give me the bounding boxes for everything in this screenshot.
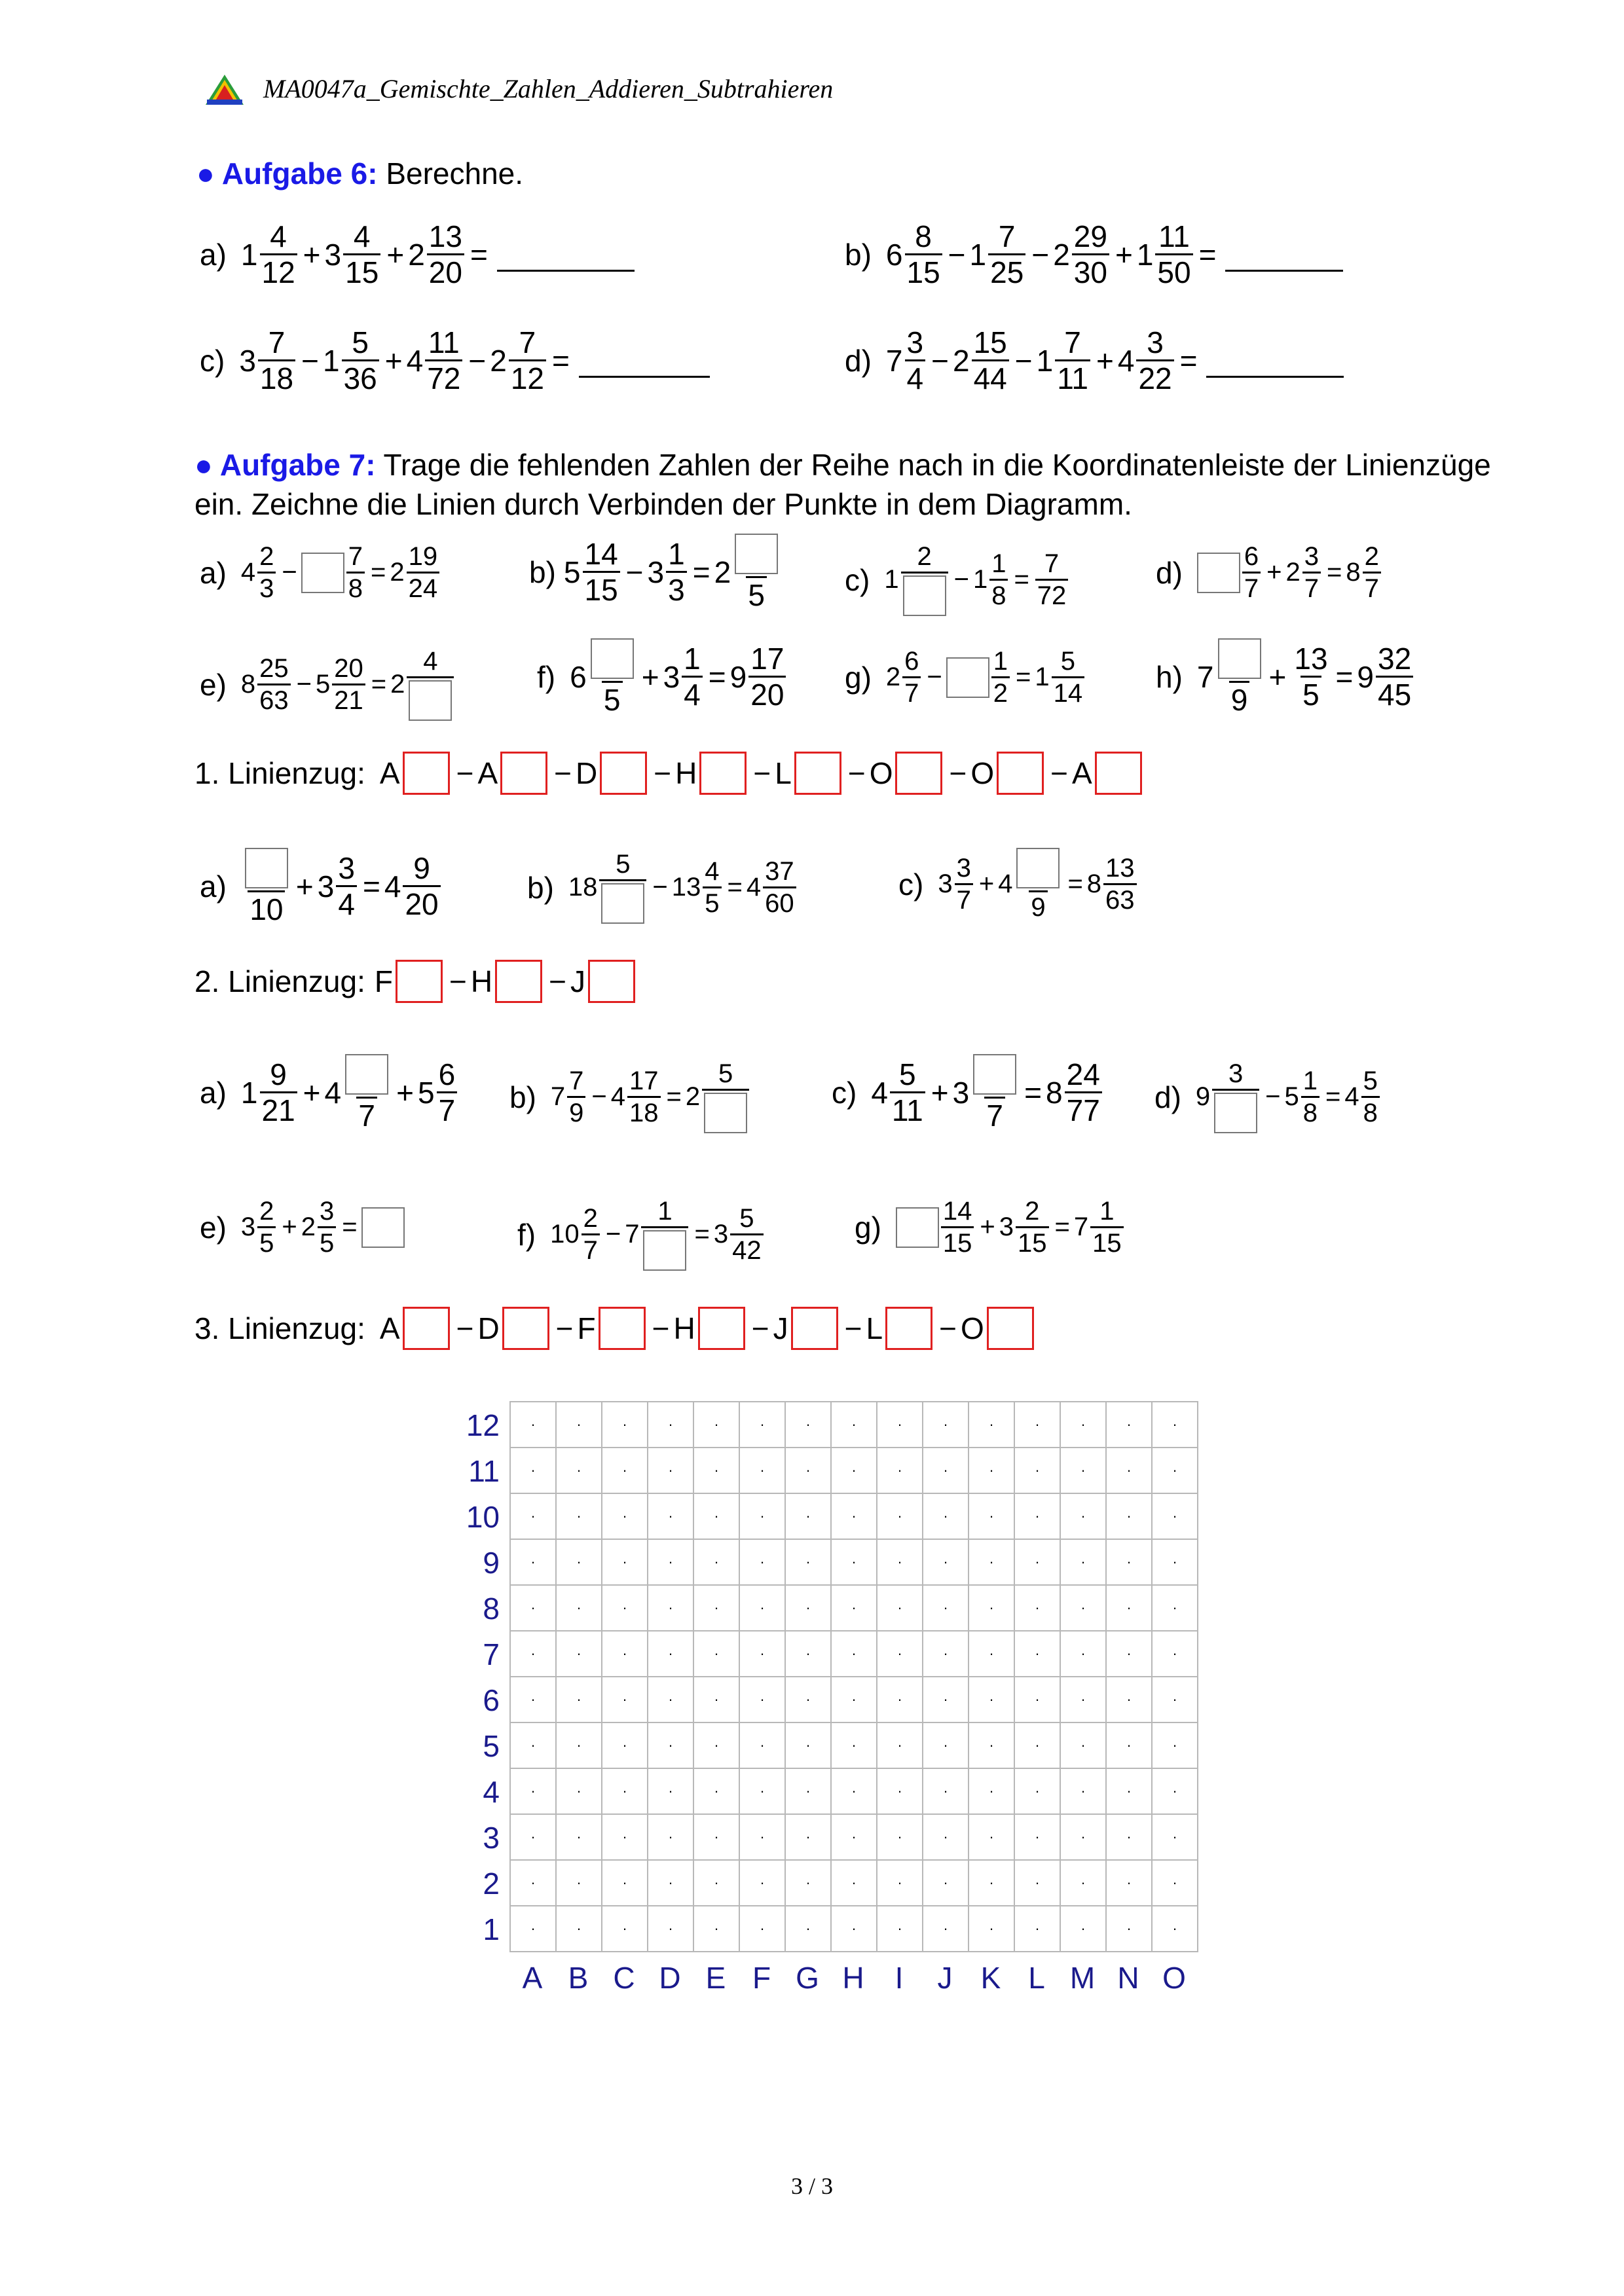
answer-box[interactable] — [698, 1307, 745, 1350]
linienzug-1: 1. Linienzug: A − A − D − H − L − O − O − A — [194, 752, 1145, 795]
answer-box[interactable] — [987, 1307, 1034, 1350]
grid-cell-A12[interactable]: · — [510, 1402, 556, 1448]
x-label-I: I — [895, 1961, 904, 1995]
task6-text: Berechne. — [386, 156, 524, 191]
grid-cell-H12[interactable]: · — [831, 1402, 877, 1448]
grid-cell-H11[interactable]: · — [831, 1448, 877, 1493]
grid-cell-F11[interactable]: · — [739, 1448, 785, 1493]
grid-cell-H6[interactable]: · — [831, 1677, 877, 1722]
y-label-1: 1 — [483, 1912, 500, 1946]
answer-blank-6a[interactable] — [497, 237, 635, 272]
grid-cell-J7[interactable]: · — [923, 1631, 969, 1677]
grid-cell-I6[interactable]: · — [877, 1677, 923, 1722]
grid-cell-K2[interactable]: · — [969, 1860, 1014, 1906]
grid-cell-N1[interactable]: · — [1106, 1906, 1152, 1952]
grid-cell-D3[interactable]: · — [648, 1814, 693, 1860]
grid-cell-O1[interactable]: · — [1152, 1906, 1198, 1952]
grid-cell-A1[interactable]: · — [510, 1906, 556, 1952]
answer-box[interactable] — [794, 752, 841, 795]
grid-cell-J3[interactable]: · — [923, 1814, 969, 1860]
grid-cell-E9[interactable]: · — [693, 1539, 739, 1585]
grid-cell-C2[interactable]: · — [602, 1860, 648, 1906]
input-box[interactable] — [361, 1207, 405, 1248]
y-label-9: 9 — [483, 1546, 500, 1580]
answer-box[interactable] — [495, 960, 542, 1003]
answer-box[interactable] — [1095, 752, 1142, 795]
grid-cell-A4[interactable]: · — [510, 1768, 556, 1814]
grid-cell-H10[interactable]: · — [831, 1493, 877, 1539]
grid-cell-J11[interactable]: · — [923, 1448, 969, 1493]
task7-heading: ● Aufgabe 7: Trage die fehlenden Zahlen der Reihe nach in die Koordinatenleiste der Linienzüge ein. Zeichne die Linien durch Verbinden der Punkte in dem Diagramm. — [194, 448, 1491, 521]
grid-cell-C5[interactable]: · — [602, 1722, 648, 1768]
answer-box[interactable] — [600, 752, 647, 795]
grid-cell-D9[interactable]: · — [648, 1539, 693, 1585]
x-label-L: L — [1028, 1961, 1045, 1995]
grid-cell-B7[interactable]: · — [556, 1631, 602, 1677]
grid-cell-F3[interactable]: · — [739, 1814, 785, 1860]
grid-cell-J9[interactable]: · — [923, 1539, 969, 1585]
grid-cell-M4[interactable]: · — [1060, 1768, 1106, 1814]
grid-cell-N11[interactable]: · — [1106, 1448, 1152, 1493]
grid-cell-L12[interactable]: · — [1014, 1402, 1060, 1448]
answer-blank-6c[interactable] — [579, 343, 710, 378]
grid-cell-O7[interactable]: · — [1152, 1631, 1198, 1677]
grid-cell-O9[interactable]: · — [1152, 1539, 1198, 1585]
grid-cell-N10[interactable]: · — [1106, 1493, 1152, 1539]
x-label-C: C — [613, 1961, 635, 1995]
grid-cell-D6[interactable]: · — [648, 1677, 693, 1722]
grid-row-1 — [510, 1906, 1198, 1952]
grid-cell-K12[interactable]: · — [969, 1402, 1014, 1448]
grid-cell-L4[interactable]: · — [1014, 1768, 1060, 1814]
x-label-D: D — [659, 1961, 681, 1995]
y-label-8: 8 — [483, 1592, 500, 1626]
grid-cell-E12[interactable]: · — [693, 1402, 739, 1448]
grid-cell-N8[interactable]: · — [1106, 1585, 1152, 1631]
grid-cell-B1[interactable]: · — [556, 1906, 602, 1952]
input-box[interactable] — [301, 553, 344, 593]
task6-d: d) 7 $\frac{3}{4}$ − 2 $\frac{15}{44}$ − 1 $\frac{7}{11}$ + 4 $\frac{3}{22}$ = — [845, 327, 1344, 393]
grid-cell-C7[interactable]: · — [602, 1631, 648, 1677]
task7-text: Trage die fehlenden Zahlen der Reihe nach in die Koordinatenleiste der Linienzüge ein. Zeichne die Linien durch Verbinden der Punkte in dem Diagramm. — [194, 448, 1491, 521]
grid-cell-G5[interactable]: · — [785, 1722, 831, 1768]
task7-3b: b) 7 $\frac{7}{9}$ − 4 $\frac{17}{18}$ = 2 5 — [509, 1061, 751, 1133]
grid-cell-D12[interactable]: · — [648, 1402, 693, 1448]
x-label-N: N — [1117, 1961, 1139, 1995]
task6-heading: ● Aufgabe 6: Berechne. — [196, 156, 524, 191]
grid-cell-L3[interactable]: · — [1014, 1814, 1060, 1860]
grid-cell-A6[interactable]: · — [510, 1677, 556, 1722]
grid-cell-D4[interactable]: · — [648, 1768, 693, 1814]
document-title: MA0047a_Gemischte_Zahlen_Addieren_Subtrahieren — [263, 74, 834, 103]
grid-cell-F1[interactable]: · — [739, 1906, 785, 1952]
grid-cell-F10[interactable]: · — [739, 1493, 785, 1539]
grid-cell-I8[interactable]: · — [877, 1585, 923, 1631]
grid-cell-A2[interactable]: · — [510, 1860, 556, 1906]
grid-cell-G11[interactable]: · — [785, 1448, 831, 1493]
task7-3a: a) 1 $\frac{9}{21}$ + 4 7 + 5 $\frac{6}{7}$ — [200, 1054, 459, 1131]
answer-box[interactable] — [997, 752, 1044, 795]
grid-cell-B11[interactable]: · — [556, 1448, 602, 1493]
grid-cell-F12[interactable]: · — [739, 1402, 785, 1448]
task6-c: c) 3 $\frac{7}{18}$ − 1 $\frac{5}{36}$ + 4 $\frac{11}{72}$ − 2 $\frac{7}{12}$ = — [200, 327, 710, 393]
grid-cell-J8[interactable]: · — [923, 1585, 969, 1631]
grid-cell-D2[interactable]: · — [648, 1860, 693, 1906]
grid-cell-A7[interactable]: · — [510, 1631, 556, 1677]
grid-cell-B10[interactable]: · — [556, 1493, 602, 1539]
answer-box[interactable] — [885, 1307, 932, 1350]
grid-cell-C4[interactable]: · — [602, 1768, 648, 1814]
task7-2a: a) 10 + 3 $\frac{3}{4}$ = 4 $\frac{9}{20}$ — [200, 848, 443, 924]
task7-1a: a) 4 $\frac{2}{3}$ − $\frac{7}{8}$ = 2 $\frac{19}{24}$ — [200, 543, 441, 602]
task7-1b: b) 5 $\frac{14}{15}$ − 3 $\frac{1}{3}$ = 2 5 — [529, 534, 782, 610]
grid-cell-C9[interactable]: · — [602, 1539, 648, 1585]
grid-cell-K4[interactable]: · — [969, 1768, 1014, 1814]
grid-row-3 — [510, 1814, 1198, 1860]
grid-cell-F5[interactable]: · — [739, 1722, 785, 1768]
grid-cell-O3[interactable]: · — [1152, 1814, 1198, 1860]
grid-cell-L11[interactable]: · — [1014, 1448, 1060, 1493]
grid-cell-H7[interactable]: · — [831, 1631, 877, 1677]
grid-cell-I11[interactable]: · — [877, 1448, 923, 1493]
grid-cell-A10[interactable]: · — [510, 1493, 556, 1539]
grid-cell-D5[interactable]: · — [648, 1722, 693, 1768]
grid-cell-D11[interactable]: · — [648, 1448, 693, 1493]
grid-row-6 — [510, 1677, 1198, 1722]
task7-3g: g) $\frac{14}{15}$ + 3 $\frac{2}{15}$ = 7 $\frac{1}{15}$ — [855, 1198, 1126, 1256]
grid-cell-G12[interactable]: · — [785, 1402, 831, 1448]
grid-cell-C10[interactable]: · — [602, 1493, 648, 1539]
x-label-O: O — [1162, 1961, 1186, 1995]
answer-box[interactable] — [791, 1307, 838, 1350]
y-label-2: 2 — [483, 1867, 500, 1901]
grid-cell-L1[interactable]: · — [1014, 1906, 1060, 1952]
grid-cell-H4[interactable]: · — [831, 1768, 877, 1814]
grid-cell-I1[interactable]: · — [877, 1906, 923, 1952]
grid-cell-E6[interactable]: · — [693, 1677, 739, 1722]
grid-cell-L9[interactable]: · — [1014, 1539, 1060, 1585]
y-label-6: 6 — [483, 1683, 500, 1717]
grid-cell-G6[interactable]: · — [785, 1677, 831, 1722]
grid-cell-J4[interactable]: · — [923, 1768, 969, 1814]
grid-table[interactable] — [509, 1401, 1198, 1952]
x-label-E: E — [705, 1961, 726, 1995]
grid-cell-B4[interactable]: · — [556, 1768, 602, 1814]
task7-label: Aufgabe 7: — [219, 448, 376, 482]
grid-cell-N6[interactable]: · — [1106, 1677, 1152, 1722]
answer-box[interactable] — [599, 1307, 646, 1350]
grid-cell-G10[interactable]: · — [785, 1493, 831, 1539]
input-box[interactable] — [1197, 553, 1240, 593]
task7-2b: b) 18 5 − 13 $\frac{4}{5}$ = 4 $\frac{37}{60}$ — [527, 851, 798, 924]
answer-box[interactable] — [396, 960, 443, 1003]
x-label-A: A — [522, 1961, 543, 1995]
linienzug-3: 3. Linienzug: A − D − F − H − J − L − O — [194, 1307, 1037, 1350]
grid-cell-G7[interactable]: · — [785, 1631, 831, 1677]
grid-cell-K10[interactable]: · — [969, 1493, 1014, 1539]
input-box[interactable] — [946, 657, 989, 698]
grid-cell-D1[interactable]: · — [648, 1906, 693, 1952]
grid-cell-O8[interactable]: · — [1152, 1585, 1198, 1631]
grid-cell-F4[interactable]: · — [739, 1768, 785, 1814]
grid-cell-J2[interactable]: · — [923, 1860, 969, 1906]
grid-cell-F6[interactable]: · — [739, 1677, 785, 1722]
grid-cell-D8[interactable]: · — [648, 1585, 693, 1631]
grid-cell-D7[interactable]: · — [648, 1631, 693, 1677]
grid-row-4 — [510, 1768, 1198, 1814]
grid-row-12 — [510, 1402, 1198, 1448]
grid-cell-N7[interactable]: · — [1106, 1631, 1152, 1677]
task7-2c: c) 3 $\frac{3}{7}$ + 4 9 = 8 $\frac{13}{63}$ — [898, 848, 1139, 920]
grid-cell-J12[interactable]: · — [923, 1402, 969, 1448]
answer-box[interactable] — [895, 752, 942, 795]
grid-cell-E5[interactable]: · — [693, 1722, 739, 1768]
grid-cell-E11[interactable]: · — [693, 1448, 739, 1493]
grid-cell-N4[interactable]: · — [1106, 1768, 1152, 1814]
grid-cell-M7[interactable]: · — [1060, 1631, 1106, 1677]
grid-cell-G2[interactable]: · — [785, 1860, 831, 1906]
grid-row-2 — [510, 1860, 1198, 1906]
y-label-7: 7 — [483, 1637, 500, 1671]
grid-cell-L6[interactable]: · — [1014, 1677, 1060, 1722]
grid-cell-B12[interactable]: · — [556, 1402, 602, 1448]
grid-cell-G1[interactable]: · — [785, 1906, 831, 1952]
grid-cell-M2[interactable]: · — [1060, 1860, 1106, 1906]
grid-cell-K5[interactable]: · — [969, 1722, 1014, 1768]
grid-cell-H9[interactable]: · — [831, 1539, 877, 1585]
grid-row-7 — [510, 1631, 1198, 1677]
grid-cell-B5[interactable]: · — [556, 1722, 602, 1768]
grid-cell-M9[interactable]: · — [1060, 1539, 1106, 1585]
grid-cell-K9[interactable]: · — [969, 1539, 1014, 1585]
y-label-11: 11 — [468, 1454, 500, 1488]
y-label-10: 10 — [466, 1500, 500, 1534]
answer-blank-6d[interactable] — [1206, 343, 1344, 378]
y-label-4: 4 — [483, 1775, 500, 1809]
grid-cell-L7[interactable]: · — [1014, 1631, 1060, 1677]
task7-3c: c) 4 $\frac{5}{11}$ + 3 7 = 8 $\frac{24}{77}$ — [832, 1054, 1104, 1131]
input-box[interactable] — [896, 1207, 939, 1248]
linienzug-2: 2. Linienzug: F − H − J — [194, 960, 638, 1003]
grid-row-5 — [510, 1722, 1198, 1768]
grid-cell-J6[interactable]: · — [923, 1677, 969, 1722]
x-label-H: H — [842, 1961, 864, 1995]
y-label-12: 12 — [466, 1408, 500, 1442]
task7-3e: e) 3 $\frac{2}{5}$ + 2 $\frac{3}{5}$ = — [200, 1198, 405, 1256]
grid-cell-E2[interactable]: · — [693, 1860, 739, 1906]
grid-cell-I9[interactable]: · — [877, 1539, 923, 1585]
grid-cell-I2[interactable]: · — [877, 1860, 923, 1906]
grid-cell-C8[interactable]: · — [602, 1585, 648, 1631]
grid-cell-N2[interactable]: · — [1106, 1860, 1152, 1906]
grid-cell-G9[interactable]: · — [785, 1539, 831, 1585]
grid-row-11 — [510, 1448, 1198, 1493]
task7-3f: f) 10 $\frac{2}{7}$ − 7 1 = 3 $\frac{5}{42}$ — [517, 1198, 766, 1271]
grid-cell-M5[interactable]: · — [1060, 1722, 1106, 1768]
grid-cell-H2[interactable]: · — [831, 1860, 877, 1906]
grid-cell-G4[interactable]: · — [785, 1768, 831, 1814]
grid-cell-J1[interactable]: · — [923, 1906, 969, 1952]
grid-cell-O10[interactable]: · — [1152, 1493, 1198, 1539]
answer-blank-6b[interactable] — [1225, 237, 1343, 272]
answer-box[interactable] — [502, 1307, 549, 1350]
grid-cell-K6[interactable]: · — [969, 1677, 1014, 1722]
grid-cell-B9[interactable]: · — [556, 1539, 602, 1585]
grid-cell-I3[interactable]: · — [877, 1814, 923, 1860]
grid-cell-C12[interactable]: · — [602, 1402, 648, 1448]
grid-cell-J10[interactable]: · — [923, 1493, 969, 1539]
answer-box[interactable] — [403, 752, 450, 795]
grid-cell-G3[interactable]: · — [785, 1814, 831, 1860]
grid-cell-K11[interactable]: · — [969, 1448, 1014, 1493]
task7-1h: h) 7 9 + $\frac{13}{5}$ = 9 $\frac{32}{45}$ — [1156, 638, 1415, 715]
grid-cell-F9[interactable]: · — [739, 1539, 785, 1585]
grid-cell-C11[interactable]: · — [602, 1448, 648, 1493]
grid-cell-I7[interactable]: · — [877, 1631, 923, 1677]
grid-cell-B2[interactable]: · — [556, 1860, 602, 1906]
grid-cell-E10[interactable]: · — [693, 1493, 739, 1539]
grid-cell-L8[interactable]: · — [1014, 1585, 1060, 1631]
grid-cell-F8[interactable]: · — [739, 1585, 785, 1631]
grid-cell-N9[interactable]: · — [1106, 1539, 1152, 1585]
grid-cell-O4[interactable]: · — [1152, 1768, 1198, 1814]
grid-cell-J5[interactable]: · — [923, 1722, 969, 1768]
task7-3d: d) 9 3 − 5 $\frac{1}{8}$ = 4 $\frac{5}{8}$ — [1154, 1061, 1382, 1133]
grid-cell-E1[interactable]: · — [693, 1906, 739, 1952]
grid-cell-O5[interactable]: · — [1152, 1722, 1198, 1768]
grid-cell-H5[interactable]: · — [831, 1722, 877, 1768]
x-label-F: F — [752, 1961, 771, 1995]
grid-cell-M6[interactable]: · — [1060, 1677, 1106, 1722]
answer-box[interactable] — [500, 752, 547, 795]
x-label-J: J — [937, 1961, 953, 1995]
grid-cell-L2[interactable]: · — [1014, 1860, 1060, 1906]
grid-cell-M3[interactable]: · — [1060, 1814, 1106, 1860]
answer-box[interactable] — [699, 752, 747, 795]
grid-row-10 — [510, 1493, 1198, 1539]
grid-cell-D10[interactable]: · — [648, 1493, 693, 1539]
grid-cell-K3[interactable]: · — [969, 1814, 1014, 1860]
x-label-G: G — [796, 1961, 819, 1995]
grid-cell-N3[interactable]: · — [1106, 1814, 1152, 1860]
answer-box[interactable] — [403, 1307, 450, 1350]
page-number: 3 / 3 — [790, 2173, 833, 2199]
grid-cell-F2[interactable]: · — [739, 1860, 785, 1906]
grid-cell-K1[interactable]: · — [969, 1906, 1014, 1952]
task7-1d: d) $\frac{6}{7}$ + 2 $\frac{3}{7}$ = 8 $\frac{2}{7}$ — [1156, 543, 1383, 602]
task7-1f: f) 6 5 + 3 $\frac{1}{4}$ = 9 $\frac{17}{20}$ — [537, 638, 788, 715]
grid-cell-K8[interactable]: · — [969, 1585, 1014, 1631]
grid-cell-L10[interactable]: · — [1014, 1493, 1060, 1539]
grid-cell-M8[interactable]: · — [1060, 1585, 1106, 1631]
grid-row-8 — [510, 1585, 1198, 1631]
grid-cell-E4[interactable]: · — [693, 1768, 739, 1814]
task6-label: Aufgabe 6: — [221, 156, 378, 191]
grid-cell-H8[interactable]: · — [831, 1585, 877, 1631]
grid-cell-M11[interactable]: · — [1060, 1448, 1106, 1493]
grid-cell-H1[interactable]: · — [831, 1906, 877, 1952]
task6-a: a) 1 $\frac{4}{12}$ + 3 $\frac{4}{15}$ + 2 $\frac{13}{20}$ = — [200, 221, 635, 287]
grid-cell-M12[interactable]: · — [1060, 1402, 1106, 1448]
grid-cell-B8[interactable]: · — [556, 1585, 602, 1631]
task7-1g: g) 2 $\frac{6}{7}$ − $\frac{1}{2}$ = 1 $\frac{5}{14}$ — [845, 648, 1086, 706]
grid-cell-A11[interactable]: · — [510, 1448, 556, 1493]
grid-cell-I5[interactable]: · — [877, 1722, 923, 1768]
grid-cell-G8[interactable]: · — [785, 1585, 831, 1631]
grid-cell-O6[interactable]: · — [1152, 1677, 1198, 1722]
grid-cell-A9[interactable]: · — [510, 1539, 556, 1585]
grid-cell-N5[interactable]: · — [1106, 1722, 1152, 1768]
x-label-K: K — [980, 1961, 1001, 1995]
logo-icon — [204, 73, 245, 106]
answer-box[interactable] — [588, 960, 635, 1003]
task7-1c: c) 1 2 − 1 $\frac{1}{8}$ = $\frac{7}{72}$ — [845, 543, 1070, 616]
grid-cell-O12[interactable]: · — [1152, 1402, 1198, 1448]
grid-cell-O2[interactable]: · — [1152, 1860, 1198, 1906]
grid-cell-E8[interactable]: · — [693, 1585, 739, 1631]
grid-cell-A8[interactable]: · — [510, 1585, 556, 1631]
grid-cell-A5[interactable]: · — [510, 1722, 556, 1768]
grid-cell-H3[interactable]: · — [831, 1814, 877, 1860]
grid-cell-L5[interactable]: · — [1014, 1722, 1060, 1768]
y-label-5: 5 — [483, 1729, 500, 1763]
grid-cell-N12[interactable]: · — [1106, 1402, 1152, 1448]
grid-cell-K7[interactable]: · — [969, 1631, 1014, 1677]
grid-cell-B6[interactable]: · — [556, 1677, 602, 1722]
x-label-B: B — [568, 1961, 589, 1995]
grid-cell-M1[interactable]: · — [1060, 1906, 1106, 1952]
x-label-M: M — [1069, 1961, 1096, 1995]
coordinate-grid[interactable] — [509, 1401, 1198, 1952]
grid-cell-F7[interactable]: · — [739, 1631, 785, 1677]
grid-cell-I12[interactable]: · — [877, 1402, 923, 1448]
grid-cell-C6[interactable]: · — [602, 1677, 648, 1722]
grid-cell-I10[interactable]: · — [877, 1493, 923, 1539]
y-label-3: 3 — [483, 1821, 500, 1855]
grid-cell-I4[interactable]: · — [877, 1768, 923, 1814]
grid-row-9 — [510, 1539, 1198, 1585]
grid-cell-C1[interactable]: · — [602, 1906, 648, 1952]
grid-cell-A3[interactable]: · — [510, 1814, 556, 1860]
grid-cell-O11[interactable]: · — [1152, 1448, 1198, 1493]
grid-cell-E7[interactable]: · — [693, 1631, 739, 1677]
grid-cell-C3[interactable]: · — [602, 1814, 648, 1860]
grid-cell-B3[interactable]: · — [556, 1814, 602, 1860]
grid-cell-E3[interactable]: · — [693, 1814, 739, 1860]
grid-cell-M10[interactable]: · — [1060, 1493, 1106, 1539]
task7-1e: e) 8 $\frac{25}{63}$ − 5 $\frac{20}{21}$ = 2 4 — [200, 648, 456, 721]
task6-b: b) 6 $\frac{8}{15}$ − 1 $\frac{7}{25}$ − 2 $\frac{29}{30}$ + 1 $\frac{11}{50}$ = — [845, 221, 1343, 287]
